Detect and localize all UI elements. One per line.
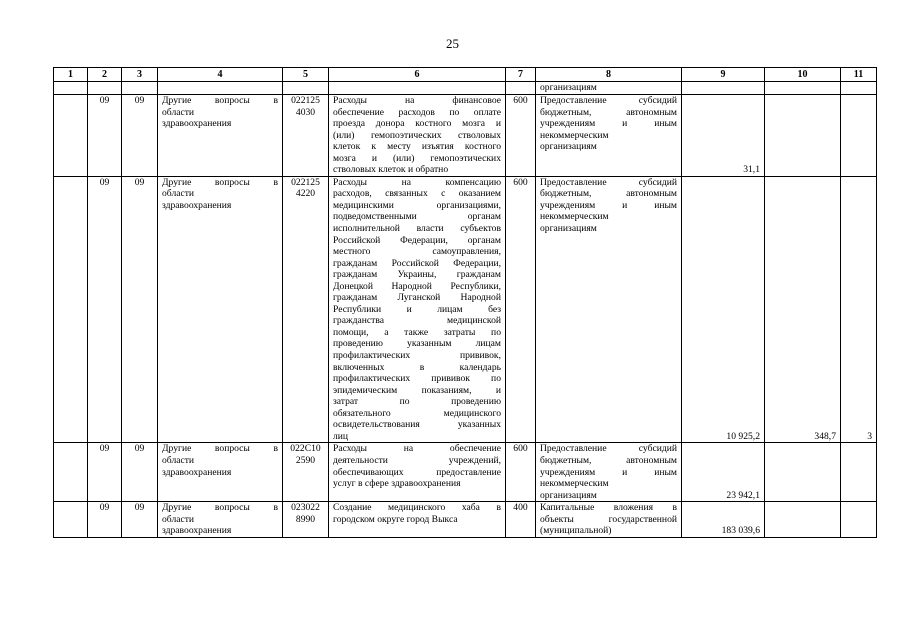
cell-line: Предоставление субсидий [540, 443, 677, 455]
cell-line: включенных в календарь [333, 361, 501, 373]
cell-subsection: 09 [122, 443, 158, 502]
cell-col1 [54, 176, 88, 443]
cell-line: здравоохранения [162, 199, 232, 211]
cell-line: Другие вопросы в [162, 176, 278, 188]
cell-section: 09 [88, 95, 122, 177]
cell-subsection-name [158, 502, 283, 538]
cell-expense-type-name [536, 176, 682, 443]
cell-line: (муниципальной) [540, 525, 612, 537]
cell-line: проведению указанным лицам [333, 338, 501, 350]
cell-line: городском округе город Выкса [333, 513, 458, 525]
cell-line: организациям [540, 141, 597, 153]
cell-line: затрат по проведению [333, 396, 501, 408]
header-cell: 7 [506, 68, 536, 82]
table-row [54, 502, 877, 538]
header-cell: 1 [54, 68, 88, 82]
header-cell: 9 [682, 68, 765, 82]
cell-line: 4030 [295, 106, 316, 118]
header-cell: 8 [536, 68, 682, 82]
cell-line: расходов, связанных с оказанием [333, 188, 501, 200]
cell-line: исполнительной власти субъектов [333, 223, 501, 235]
cell-col1 [54, 443, 88, 502]
cell-line: освидетельствования указанных [333, 419, 501, 431]
cell-line: услуг в сфере здравоохранения [333, 478, 461, 490]
continuation-row [54, 82, 877, 95]
cell-line: (или) гемопоэтических стволовых [333, 129, 501, 141]
cell-line: гражданам Луганской Народной [333, 292, 501, 304]
cell-line: обеспечивающих предоставление [333, 466, 501, 478]
cell-subsection: 09 [122, 176, 158, 443]
cell-line: области [162, 188, 195, 200]
cell-subsection: 09 [122, 502, 158, 538]
cell-target-code [283, 95, 329, 177]
cell-amount-2: 348,7 [765, 176, 841, 443]
cell-line: профилактических прививок по [333, 373, 501, 385]
cell-amount-2 [765, 443, 841, 502]
cell-section: 09 [88, 502, 122, 538]
page-number: 25 [446, 36, 459, 51]
cell-expense-description [329, 502, 506, 538]
cell-line: стволовых клеток и обратно [333, 164, 449, 176]
cell-amount-3 [841, 95, 877, 177]
cell-line: здравоохранения [162, 525, 232, 537]
cell-line: Капитальные вложения в [540, 502, 677, 514]
cell-expense-type-name [536, 443, 682, 502]
cell-line: 022125 [291, 176, 320, 188]
cell-amount: 31,1 [682, 95, 765, 177]
cell-line: гражданам Российской Федерации, [333, 257, 501, 269]
cell-line: мозга и (или) гемопоэтических [333, 152, 501, 164]
cell-line: области [162, 454, 195, 466]
cell-line: Создание медицинского хаба в [333, 502, 501, 514]
cell-line: 022С10 [290, 443, 321, 455]
table-body [54, 95, 877, 538]
cell-line: Предоставление субсидий [540, 176, 677, 188]
cell-line: некоммерческим [540, 129, 609, 141]
cell-section: 09 [88, 443, 122, 502]
cell-line: гражданам Украины, гражданам [333, 269, 501, 281]
cell-expense-type-name [536, 502, 682, 538]
cell-line: Российской Федерации, органам [333, 234, 501, 246]
header-cell: 2 [88, 68, 122, 82]
continuation-text: организациям [536, 82, 682, 95]
cell-line: деятельности учреждений, [333, 454, 501, 466]
cell-line: учреждениям и иным [540, 199, 677, 211]
cell-amount: 10 925,2 [682, 176, 765, 443]
cell-line: Другие вопросы в [162, 95, 278, 106]
cell-line: обязательного медицинского [333, 407, 501, 419]
cell-target-code [283, 443, 329, 502]
cell-line: лиц [333, 430, 349, 442]
cell-line: Расходы на обеспечение [333, 443, 501, 455]
cell-line: учреждениям и иным [540, 466, 677, 478]
cell-line: профилактических прививок, [333, 350, 501, 362]
cell-line: Другие вопросы в [162, 502, 278, 514]
cell-line: помощи, а также затраты по [333, 326, 501, 338]
cell-line: организациям [540, 223, 597, 235]
header-cell: 3 [122, 68, 158, 82]
cell-line: 022125 [291, 95, 320, 106]
cell-line: объекты государственной [540, 513, 677, 525]
cell-line: обеспечение расходов по оплате [333, 106, 501, 118]
cell-amount: 23 942,1 [682, 443, 765, 502]
cell-line: гражданства медицинской [333, 315, 501, 327]
cell-amount-2 [765, 502, 841, 538]
cell-line: организациям [540, 489, 597, 501]
table-row [54, 176, 877, 443]
cell-line: здравоохранения [162, 466, 232, 478]
cell-line: Расходы на компенсацию [333, 176, 501, 188]
cell-line: Донецкой Народной Республики, [333, 280, 501, 292]
header-cell: 5 [283, 68, 329, 82]
cell-amount-3 [841, 502, 877, 538]
cell-col1 [54, 502, 88, 538]
cell-line: Предоставление субсидий [540, 95, 677, 106]
table-row [54, 95, 877, 177]
table-row [54, 443, 877, 502]
cell-col1 [54, 95, 88, 177]
cell-line: области [162, 106, 195, 118]
cell-expense-type: 600 [506, 95, 536, 177]
cell-line: Расходы на финансовое [333, 95, 501, 106]
cell-amount: 183 039,6 [682, 502, 765, 538]
header-row [54, 68, 877, 82]
cell-expense-description [329, 176, 506, 443]
cell-line: здравоохранения [162, 118, 232, 130]
cell-line: клеток к месту изъятия костного [333, 141, 501, 153]
cell-expense-description [329, 443, 506, 502]
cell-expense-type-name [536, 95, 682, 177]
cell-line: бюджетным, автономным [540, 188, 677, 200]
cell-line: некоммерческим [540, 211, 609, 223]
cell-line: проезда донора костного мозга и [333, 118, 501, 130]
cell-expense-type: 400 [506, 502, 536, 538]
cell-line: 8990 [295, 513, 316, 525]
cell-line: области [162, 513, 195, 525]
cell-line: 4220 [295, 188, 316, 200]
cell-line: Республики и лицам без [333, 303, 501, 315]
cell-line: Другие вопросы в [162, 443, 278, 455]
cell-amount-2 [765, 95, 841, 177]
cell-subsection-name [158, 176, 283, 443]
cell-target-code [283, 176, 329, 443]
cell-line: бюджетным, автономным [540, 454, 677, 466]
cell-line: учреждениям и иным [540, 118, 677, 130]
cell-line: 023022 [291, 502, 320, 514]
header-cell: 4 [158, 68, 283, 82]
cell-line: медицинскими организациями, [333, 199, 501, 211]
cell-target-code [283, 502, 329, 538]
cell-line: бюджетным, автономным [540, 106, 677, 118]
cell-line: некоммерческим [540, 478, 609, 490]
cell-amount-3 [841, 443, 877, 502]
cell-section: 09 [88, 176, 122, 443]
cell-expense-type: 600 [506, 176, 536, 443]
header-cell: 11 [841, 68, 877, 82]
cell-subsection: 09 [122, 95, 158, 177]
cell-expense-description [329, 95, 506, 177]
cell-line: подведомственными органам [333, 211, 501, 223]
cell-subsection-name [158, 443, 283, 502]
cell-line: эпидемическим показаниям, и [333, 384, 501, 396]
header-cell: 10 [765, 68, 841, 82]
budget-table [53, 67, 877, 538]
cell-line: местного самоуправления, [333, 246, 501, 258]
cell-line: 2590 [295, 454, 316, 466]
cell-expense-type: 600 [506, 443, 536, 502]
cell-subsection-name [158, 95, 283, 177]
header-cell: 6 [329, 68, 506, 82]
cell-amount-3: 3 [841, 176, 877, 443]
